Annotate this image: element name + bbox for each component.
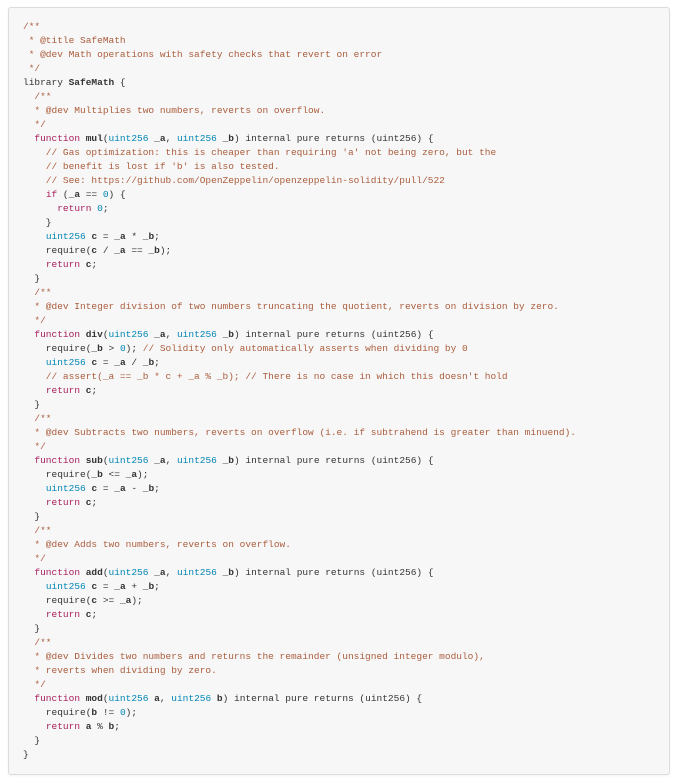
code-token-bold-identifier: _b <box>142 357 155 368</box>
code-line <box>23 412 655 426</box>
code-token-type-or-number: 0 <box>97 203 103 214</box>
code-token-plain: > <box>102 343 120 354</box>
code-token-bold-identifier: _b <box>142 581 155 592</box>
code-token-type-or-number: uint256 <box>108 133 149 144</box>
code-token-plain: require( <box>23 469 92 480</box>
code-line <box>23 594 655 608</box>
code-line <box>23 20 655 34</box>
code-token-plain: ; <box>91 609 98 620</box>
code-token-plain: ); <box>125 707 138 718</box>
code-token-plain <box>23 385 46 396</box>
code-line <box>23 552 655 566</box>
code-token-bold-identifier: _b <box>222 133 234 144</box>
code-token-plain: , <box>165 567 177 578</box>
code-token-plain: ( <box>102 567 109 578</box>
code-line <box>23 734 655 748</box>
code-line <box>23 566 655 580</box>
code-token-plain <box>23 693 34 704</box>
code-token-bold-identifier: add <box>85 567 103 578</box>
code-token-bold-identifier: _a <box>114 483 126 494</box>
code-token-type-or-number: uint256 <box>108 567 149 578</box>
code-token-type-or-number: uint256 <box>176 567 217 578</box>
code-token-plain: == <box>125 245 149 256</box>
code-token-type-or-number: uint256 <box>176 329 217 340</box>
code-token-plain: ) internal pure returns (uint256) { <box>234 455 434 466</box>
code-token-comment: /** <box>23 637 52 648</box>
code-token-plain <box>23 189 46 200</box>
code-token-plain: - <box>125 483 143 494</box>
code-token-plain <box>23 231 46 242</box>
code-token-type-or-number: uint256 <box>108 693 149 704</box>
code-token-plain: } <box>23 735 41 746</box>
code-token-plain: ; <box>154 357 160 368</box>
code-line <box>23 230 655 244</box>
code-token-type-or-number: uint256 <box>176 133 217 144</box>
code-token-type-or-number: uint256 <box>45 483 86 494</box>
code-line <box>23 104 655 118</box>
code-line <box>23 188 655 202</box>
code-token-plain: require( <box>23 595 92 606</box>
code-token-comment: // See: https://github.com/OpenZeppelin/openzeppelin-solidity/pull/522 <box>23 175 445 186</box>
code-token-comment: /** <box>23 21 41 32</box>
code-token-plain: = <box>97 581 115 592</box>
code-token-comment: */ <box>23 441 46 452</box>
code-token-plain: ; <box>154 581 160 592</box>
code-token-plain: % <box>91 721 109 732</box>
code-line <box>23 118 655 132</box>
code-line <box>23 748 655 762</box>
code-token-comment: /** <box>23 413 52 424</box>
code-token-plain: } <box>23 399 41 410</box>
code-token-plain <box>23 581 46 592</box>
code-token-plain: ); <box>131 595 143 606</box>
code-token-plain <box>23 483 46 494</box>
code-token-plain: >= <box>97 595 120 606</box>
code-token-keyword: function <box>34 693 81 704</box>
code-line <box>23 636 655 650</box>
code-token-type-or-number: uint256 <box>108 329 149 340</box>
code-line <box>23 440 655 454</box>
code-line <box>23 272 655 286</box>
code-line <box>23 384 655 398</box>
code-line <box>23 300 655 314</box>
code-token-bold-identifier: c <box>85 497 92 508</box>
code-token-keyword: return <box>57 203 92 214</box>
code-line <box>23 328 655 342</box>
code-line <box>23 482 655 496</box>
code-token-plain: } <box>23 217 52 228</box>
code-token-plain <box>23 455 34 466</box>
code-line <box>23 216 655 230</box>
code-line <box>23 622 655 636</box>
code-line <box>23 48 655 62</box>
code-token-plain: ; <box>91 385 98 396</box>
code-token-plain <box>23 497 46 508</box>
code-line <box>23 496 655 510</box>
code-line <box>23 342 655 356</box>
code-token-plain: = <box>97 357 115 368</box>
code-token-keyword: if <box>45 189 58 200</box>
code-token-plain <box>23 721 46 732</box>
code-token-plain: != <box>97 707 120 718</box>
code-token-bold-identifier: _a <box>154 133 166 144</box>
code-token-plain: } <box>23 623 41 634</box>
code-token-bold-identifier: SafeMath <box>68 77 115 88</box>
code-token-plain: ) { <box>108 189 126 200</box>
code-token-comment: /** <box>23 525 52 536</box>
code-token-comment: */ <box>23 63 41 74</box>
code-token-plain: = <box>97 483 115 494</box>
code-content <box>23 20 655 762</box>
code-line <box>23 370 655 384</box>
code-token-bold-identifier: a <box>85 721 92 732</box>
code-token-plain: ; <box>102 203 109 214</box>
code-token-plain: , <box>159 693 172 704</box>
code-token-keyword: return <box>45 259 81 270</box>
code-line <box>23 34 655 48</box>
code-token-plain: ( <box>102 693 109 704</box>
code-token-plain: } <box>23 273 41 284</box>
code-token-comment: * @dev Divides two numbers and returns the remainder (unsigned integer modulo), <box>23 651 485 662</box>
code-line <box>23 720 655 734</box>
code-token-type-or-number: uint256 <box>108 455 149 466</box>
code-token-plain: , <box>165 455 177 466</box>
code-token-bold-identifier: _a <box>154 567 166 578</box>
code-token-plain: ) internal pure returns (uint256) { <box>234 567 434 578</box>
code-block-card <box>8 7 670 775</box>
code-token-type-or-number: uint256 <box>45 357 86 368</box>
code-token-keyword: function <box>34 133 81 144</box>
code-line <box>23 468 655 482</box>
code-token-plain: ); <box>125 343 143 354</box>
code-token-plain: , <box>165 133 177 144</box>
code-token-keyword: return <box>45 721 81 732</box>
code-token-type-or-number: uint256 <box>171 693 212 704</box>
code-token-bold-identifier: sub <box>85 455 103 466</box>
code-token-type-or-number: 0 <box>119 343 126 354</box>
code-line <box>23 398 655 412</box>
code-line <box>23 356 655 370</box>
code-line <box>23 454 655 468</box>
code-token-comment: * reverts when dividing by zero. <box>23 665 217 676</box>
code-token-keyword: return <box>45 385 81 396</box>
code-token-bold-identifier: div <box>85 329 103 340</box>
code-line <box>23 580 655 594</box>
code-line <box>23 76 655 90</box>
code-token-bold-identifier: c <box>91 595 98 606</box>
code-token-bold-identifier: _a <box>114 245 126 256</box>
code-token-comment: * @dev Subtracts two numbers, reverts on overflow (i.e. if subtrahend is greater than minuend). <box>23 427 576 438</box>
code-token-bold-identifier: c <box>91 357 98 368</box>
code-token-plain: ; <box>114 721 120 732</box>
code-token-bold-identifier: _b <box>222 455 234 466</box>
code-token-plain: ); <box>137 469 149 480</box>
code-token-plain: , <box>165 329 177 340</box>
code-token-plain: ( <box>102 329 109 340</box>
code-token-bold-identifier: _a <box>114 231 126 242</box>
code-token-bold-identifier: _b <box>91 469 103 480</box>
code-token-bold-identifier: _b <box>222 567 234 578</box>
code-line <box>23 664 655 678</box>
code-token-plain: } <box>23 511 41 522</box>
code-token-plain: ) internal pure returns (uint256) { <box>234 133 434 144</box>
code-line <box>23 314 655 328</box>
code-line <box>23 426 655 440</box>
code-line <box>23 692 655 706</box>
code-token-plain: library <box>23 77 69 88</box>
code-token-comment: * @title SafeMath <box>23 35 126 46</box>
code-line <box>23 706 655 720</box>
code-token-type-or-number: 0 <box>119 707 126 718</box>
code-token-comment: // Solidity only automatically asserts when dividing by 0 <box>142 343 468 354</box>
code-token-bold-identifier: c <box>91 231 98 242</box>
code-token-comment: // benefit is lost if 'b' is also tested. <box>23 161 280 172</box>
code-line <box>23 244 655 258</box>
code-token-plain: / <box>97 245 115 256</box>
code-token-comment: * @dev Integer division of two numbers truncating the quotient, reverts on division by zero. <box>23 301 559 312</box>
code-token-plain <box>23 357 46 368</box>
code-token-plain <box>23 329 34 340</box>
code-token-bold-identifier: c <box>91 245 98 256</box>
code-line <box>23 608 655 622</box>
code-line <box>23 524 655 538</box>
code-token-comment: */ <box>23 315 46 326</box>
code-token-plain: { <box>114 77 126 88</box>
code-token-bold-identifier: _a <box>114 581 126 592</box>
code-token-bold-identifier: c <box>85 259 92 270</box>
code-token-bold-identifier: _a <box>68 189 81 200</box>
code-token-type-or-number: uint256 <box>45 231 86 242</box>
code-token-bold-identifier: _a <box>114 357 126 368</box>
code-token-plain: ( <box>102 455 109 466</box>
code-token-bold-identifier: _b <box>91 343 103 354</box>
code-token-bold-identifier: c <box>85 385 92 396</box>
code-token-bold-identifier: _b <box>222 329 234 340</box>
code-token-keyword: return <box>45 497 81 508</box>
code-token-plain: require( <box>23 343 92 354</box>
code-token-plain <box>23 203 57 214</box>
code-token-keyword: function <box>34 329 81 340</box>
code-token-plain <box>23 609 46 620</box>
code-token-comment: */ <box>23 553 46 564</box>
code-line <box>23 258 655 272</box>
code-token-plain: <= <box>102 469 126 480</box>
code-line <box>23 202 655 216</box>
code-token-bold-identifier: _a <box>119 595 132 606</box>
code-token-comment: * @dev Multiplies two numbers, reverts on overflow. <box>23 105 326 116</box>
code-token-comment: /** <box>23 91 52 102</box>
code-line <box>23 90 655 104</box>
code-token-comment: */ <box>23 679 46 690</box>
code-token-bold-identifier: mul <box>85 133 103 144</box>
code-token-bold-identifier: c <box>91 581 98 592</box>
code-line <box>23 510 655 524</box>
code-token-bold-identifier: a <box>154 693 160 704</box>
code-token-bold-identifier: c <box>91 483 98 494</box>
code-token-bold-identifier: mod <box>85 693 103 704</box>
code-token-comment: /** <box>23 287 52 298</box>
code-token-type-or-number: uint256 <box>45 581 86 592</box>
code-token-comment: * @dev Adds two numbers, reverts on overflow. <box>23 539 291 550</box>
code-token-plain: ( <box>57 189 69 200</box>
code-token-bold-identifier: _a <box>125 469 138 480</box>
code-token-bold-identifier: b <box>216 693 223 704</box>
code-token-bold-identifier: b <box>108 721 115 732</box>
code-token-plain: ( <box>102 133 109 144</box>
code-token-plain: ) internal pure returns (uint256) { <box>222 693 423 704</box>
code-token-plain: require( <box>23 245 92 256</box>
code-token-plain: ; <box>91 259 98 270</box>
code-token-keyword: function <box>34 567 81 578</box>
code-token-bold-identifier: b <box>91 707 98 718</box>
code-token-plain: == <box>80 189 103 200</box>
code-token-comment: // assert(_a == _b * c + _a % _b); // There is no case in which this doesn't hold <box>23 371 508 382</box>
code-token-plain: ; <box>154 231 160 242</box>
code-token-plain <box>23 567 34 578</box>
code-token-bold-identifier: _b <box>142 483 155 494</box>
code-line <box>23 132 655 146</box>
code-token-type-or-number: 0 <box>102 189 109 200</box>
code-line <box>23 678 655 692</box>
code-line <box>23 146 655 160</box>
code-token-plain <box>23 259 46 270</box>
code-line <box>23 160 655 174</box>
code-line <box>23 538 655 552</box>
code-token-bold-identifier: _b <box>148 245 160 256</box>
code-token-plain: + <box>125 581 143 592</box>
code-token-bold-identifier: _a <box>154 329 166 340</box>
code-token-comment: * @dev Math operations with safety checks that revert on error <box>23 49 383 60</box>
code-token-bold-identifier: c <box>85 609 92 620</box>
code-token-plain: ); <box>159 245 172 256</box>
code-token-type-or-number: uint256 <box>176 455 217 466</box>
code-token-keyword: function <box>34 455 81 466</box>
code-token-plain <box>23 133 34 144</box>
code-line <box>23 174 655 188</box>
code-token-plain: ; <box>91 497 98 508</box>
code-line <box>23 62 655 76</box>
code-token-plain: = <box>97 231 115 242</box>
code-token-bold-identifier: _a <box>154 455 166 466</box>
code-token-keyword: return <box>45 609 81 620</box>
code-token-plain: / <box>125 357 143 368</box>
code-token-comment: */ <box>23 119 46 130</box>
code-line <box>23 286 655 300</box>
code-token-plain: * <box>125 231 143 242</box>
code-token-plain: ; <box>154 483 160 494</box>
code-token-plain: } <box>23 749 29 760</box>
code-token-comment: // Gas optimization: this is cheaper than requiring 'a' not being zero, but the <box>23 147 497 158</box>
code-token-plain: require( <box>23 707 92 718</box>
code-token-bold-identifier: _b <box>142 231 155 242</box>
code-token-plain: ) internal pure returns (uint256) { <box>234 329 434 340</box>
code-line <box>23 650 655 664</box>
